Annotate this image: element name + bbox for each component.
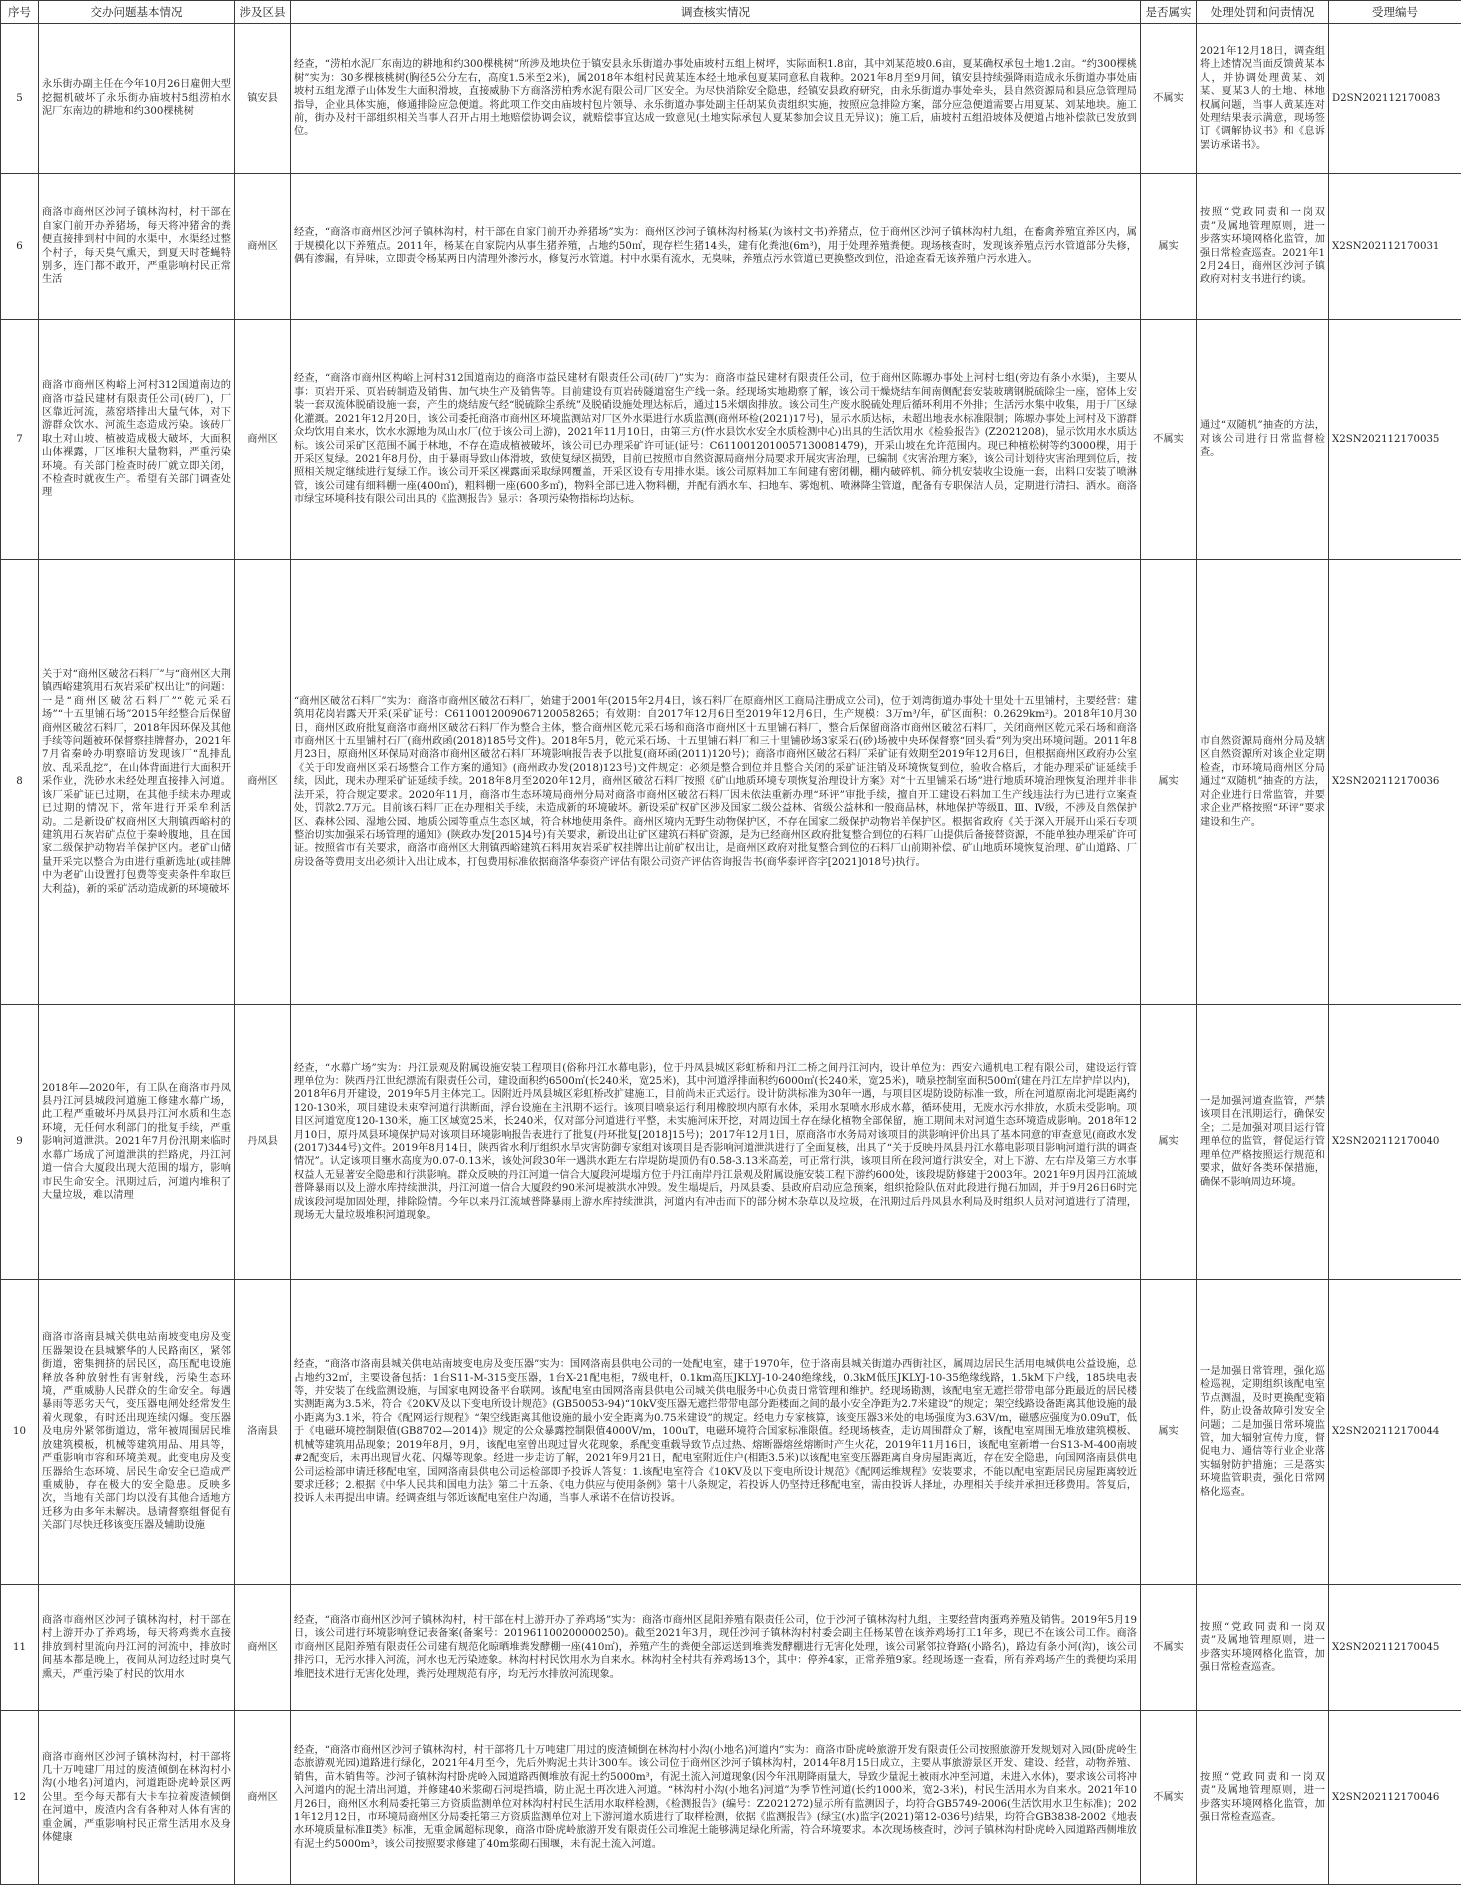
table-row [1,1585,1461,1711]
header-handling: 处理处罚和问责情况 [1197,1,1329,24]
table-row [1,1005,1461,1280]
row-true: 不属实 [1141,320,1197,560]
row-no: 9 [1,1005,39,1280]
row-code: X2SN202112170045 [1329,1585,1461,1711]
row-code: X2SN202112170040 [1329,1005,1461,1280]
row-code: X2SN202112170046 [1329,1711,1461,1885]
row-true: 属实 [1141,174,1197,320]
row-no: 8 [1,560,39,1005]
row-county: 商州区 [235,174,291,320]
row-issue: 关于对“商州区破岔石料厂”与“商州区大荆镇西峪建筑用石灰岩采矿权出让”的问题：一是“商州区破岔石料厂”“乾元采石场”“十五里铺石场”2015年经整合后保留商州区破岔石料厂，2018年因环保及其他手续等问题被环保督察挂牌督办，2021年7月省秦岭办明察暗访发现该厂“乱排乱放、乱采乱挖”，在山体背面进行大面积开采作业，洗砂水未经处理直接排入河道。该厂采矿证已过期，在其他手续未办理或已过期的情况下，常年进行开采牟利活动。二是新设矿权商州区大荆镇西峪村的建筑用石灰岩矿点位于秦岭腹地，且在国家二级保护动物岩羊保护区内。老矿山储量开采完以整合为由进行重新选址(或挂牌中为老矿山设置打包费等变卖条件牟取巨大利益)，新的采矿活动造成新的环境破坏 [39,560,235,1005]
header-issue: 交办问题基本情况 [39,1,235,24]
row-issue: 商洛市商州区沙河子镇林沟村，村干部将几十万吨建厂用过的废渣倾倒在林沟村小沟(小地名)河道内，河道距卧虎岭景区两公里。至今每天都有大卡车拉着废渣倾倒在河道中，废渣内含有各种对人体有害的重金属，严重影响村民正常生活用水及身体健康 [39,1711,235,1885]
row-issue: 商洛市商州区沙河子镇林沟村，村干部在自家门前开办养猪场，每天将冲猪舍的粪便直接排到村中间的水渠中，水渠经过整个村子，每天臭气熏天，到夏天时苍蝇特别多，连门都不敢开，严重影响村民正常生活 [39,174,235,320]
row-handling: 通过“双随机”抽查的方法，对该公司进行日常监督检查。 [1197,320,1329,560]
table-row [1,24,1461,174]
row-handling: 按照“党政同责和一岗双责”及属地管理原则，进一步落实环境网格化监管，加强日常检查巡查。 [1197,1711,1329,1885]
row-issue: 2018年—2020年，有工队在商洛市丹凤县丹江河县城段河道施工修建水幕广场，此工程严重破坏丹凤县丹江河水质和生态环境，无任何水利部门的批复手续，严重影响河道泄洪。2021年7月份汛期来临时水幕广场成了河道泄洪的拦路虎，丹江河道一信合大厦段出现大范围的塌方，影响市民生命安全。汛期过后，河道内堆积了大量垃圾，难以清理 [39,1005,235,1280]
header-no: 序号 [1,1,39,24]
table-row [1,320,1461,560]
row-handling: 一是加强日常管理，强化巡检巡视，定期组织该配电室节点测温，及时更换配变箱件，防止设备故障引发安全问题；二是加强日常环境监管，加大辐射宣传力度，督促电力、通信等行业企业落实辐射防护措施；三是落实环境监管职责，强化日常网格化巡查。 [1197,1280,1329,1585]
row-investigation: “商州区破岔石料厂”实为：商洛市商州区破岔石料厂，始建于2001年(2015年2月4日，该石料厂在原商州区工商局注册成立公司)，位于刘湾街道办事处十里处十五里铺村，主要经营：建筑用花岗岩露天开采(采矿证号：C6110012009067120058265；有效期：自2017年12月6日至2019年12月6日，生产规模：3万m³/年，矿区面积：0.2629km²)。2018年10月30日，商州区政府批复商洛市商州区破岔石料厂作为整合主体，整合商州区乾元采石场和商洛市商州区十五里铺石料厂，整合后保留商洛市商州区破岔石料厂，关闭商州区乾元采石场和商洛市商州区十五里铺村石厂(商州政函(2018)185号文件)。2018年5月，乾元采石场、十五里铺石料厂和三十里铺砂场3家采石(砂)场被中央环保督察“回头看”列为突出环境问题。2011年8月23日，原商州区环保局对商洛市商州区破岔石料厂环境影响报告表予以批复(商环函(2011)120号)；商洛市商州区破岔石料厂采矿证有效期至2019年12月6日，但根据商州区政府办公室《关于印发商州区采石场整合工作方案的通知》(商州政办发(2018)123号)文件规定：必须是整合到位并且整合关闭的采矿证注销及环境恢复到位，验收合格后，才能办理采矿证延续手续，因此，现未办理采矿证延续手续。2018年8月至2020年12月，商州区破岔石料厂按照《矿山地质环境专项恢复治理设计方案》对“十五里铺采石场”进行地质环境治理恢复治理并非非法开采，符合规定要求。2020年11月，商洛市生态环境局商州分局对商洛市商州区破岔石料厂因未依法重新办理“环评”审批手续，擅自开工建设石料加工生产线违法行为已进行立案查处，罚款2.7万元。目前该石料厂正在办理相关手续，未造成新的环境破坏。新设采矿权矿区涉及国家二级公益林、省级公益林和一般商品林，林地保护等级Ⅱ、Ⅲ、Ⅳ级，不涉及自然保护区、森林公园、湿地公园、地质公园等重点生态区域，符合林地使用条件。商州区境内无野生动物保护区，不存在国家二级保护动物岩羊保护区。根据省政府《关于深入开展开山采石专项整治切实加强采石场管理的通知》(陕政办发[2015]4号)有关要求，新设出让矿区建筑石料矿资源，是为已经商州区政府批复整合到位的石料厂山提供后备接替资源，不能单独办理采矿许可证。按照省市有关要求，商洛市商州区大荆镇西峪建筑石料用灰岩采矿权挂牌出让前矿权出让，是商州区政府对批复整合到位的石料厂山前期补偿、矿山地质环境恢复治理、矿山道路、厂房设备等费用支出必须计入出让成本，打包费用标准依据商洛华泰资产评估有限公司资产评估咨询报告书(商华泰评咨字[2021]018号)执行。 [291,560,1141,1005]
row-county: 商州区 [235,320,291,560]
row-issue: 商洛市商州区沙河子镇林沟村，村干部在村上游开办了养鸡场，每天将鸡粪水直接排放到村里流向丹江河的河流中，排放时间基本都是晚上，夜间从河边经过时臭气熏天，严重污染了村民的饮用水 [39,1585,235,1711]
row-true: 属实 [1141,1280,1197,1585]
header-true: 是否属实 [1141,1,1197,24]
row-investigation: 经查，“商洛市商州区沙河子镇林沟村，村干部在自家门前开办养猪场”实为：商州区沙河子镇林沟村杨某(为该村文书)养猪点，位于商州区沙河子镇林沟村九组，在畜禽养殖宜养区内，属于规模化以下养殖点。2011年，杨某在自家院内从事生猪养殖，占地约50㎡，现存栏生猪14头，建有化粪池(6m³)，用于处理养殖粪便。现场核查时，发现该养殖点污水管道部分失修，偶有渗漏，有异味，立即责令杨某两日内清理外渗污水，修复污水管道。村中水渠有流水，无臭味，养殖点污水管道已更换整改到位，沿途查看无该养殖户污水进入。 [291,174,1141,320]
row-county: 镇安县 [235,24,291,174]
row-code: X2SN202112170044 [1329,1280,1461,1585]
row-investigation: 经查，“涝柏水泥厂东南边的耕地和约300棵桃树”所涉及地块位于镇安县永乐街道办事处庙坡村五组上树坪，实际面积1.8亩，其中刘某范坡0.6亩，夏某确权承包土地1.2亩。“约300棵桃树”实为：30多棵核桃树(胸径5公分左右，高度1.5米至2米)，属2018年本组村民黄某连本经土地承包夏某同意私自栽种。2021年8月至9月间，镇安县持续强降雨造成永乐街道办事处庙坡村五组龙潭子山体发生大面积滑坡，直接威胁下方商洛涝柏秀水泥有限公司厂区安全。为尽快消除安全隐患，经镇安县政府研究，由永乐街道办事处牵头，县自然资源局和县应急管理局指导，企业具体实施，修通排险应急便道。将此项工作交由庙坡村包片领导、永乐街道办事处副主任胡某负责组织实施，按照应急排险方案，部分应急便道需要占用夏某、刘某地块。施工前，街办及村干部组织相关当事人召开占用土地赔偿协调会议，就赔偿事宜达成一致意见(土地实际承包人夏某参加会议且无异议)；施工后，庙坡村五组沿坡体及便道占地补偿款已发放到位。 [291,24,1141,174]
row-handling: 市自然资源局商州分局及辖区自然资源所对该企业定期检查，市环境局商州区分局通过“双随机”抽查的方法，对企业进行日常监管，并要求企业严格按照“环评”要求建设和生产。 [1197,560,1329,1005]
table-row [1,174,1461,320]
row-county: 洛南县 [235,1280,291,1585]
table-row [1,1711,1461,1885]
table-row [1,1280,1461,1585]
table-header-row [1,1,1461,24]
row-county: 商州区 [235,1585,291,1711]
row-investigation: 经查，“商洛市商州区沙河子镇林沟村，村干部将几十万吨建厂用过的废渣倾倒在林沟村小沟(小地名)河道内”实为：商洛市卧虎岭旅游开发有限责任公司按照旅游开发规划对入园(卧虎岭生态旅游观光园)道路进行绿化，2021年4月至今，先后外购泥土共计300车。该公司位于商州区沙河子镇林沟村，2014年8月15日成立，主要从事旅游景区开发、建设、经营，动物养殖、销售，苗木销售等。沙河子镇林沟村卧虎岭入园道路西侧堆放有泥土约5000m³，有泥土流入河道现象(因今年汛期降雨量大，导致少量泥土被雨水冲至河道，未进入水体)，要求该公司将冲入河道内的泥土清出河道，并修建40米浆砌石河堤挡墙，防止泥土再次进入河道。“林沟村小沟(小地名)河道”为季节性河道(长约1000米，宽2-3米)，村民生活用水为自来水。2021年10月26日，商州区水利局委托第三方资质监测单位对林沟村村民生活用水取样检测，《检测报告》(编号：Z2021272)显示所有监测因子，均符合GB5749-2006(生活饮用水卫生标准)；2021年12月12日，市环境局商州区分局委托第三方资质监测单位对上下游河道水质进行了取样检测，依据《监测报告》(绿宝(水)监字(2021)第12-036号)结果，均符合GB3838-2002《地表水环境质量标准Ⅱ类》标准，无重金属超标现象，商洛市卧虎岭旅游开发有限责任公司堆泥土能够满足绿化所需，符合环境要求。本次现场核查时，沙河子镇林沟村卧虎岭入园道路西侧堆放有泥土约5000m³，该公司按照要求修建了40m浆砌石围堰，未有泥土流入河道。 [291,1711,1141,1885]
row-no: 7 [1,320,39,560]
row-handling: 按照“党政同责和一岗双责”及属地管理原则，进一步落实环境网格化监管，加强日常检查巡查。2021年12月24日，商州区沙河子镇政府对村支书进行约谈。 [1197,174,1329,320]
row-no: 12 [1,1711,39,1885]
row-true: 不属实 [1141,1585,1197,1711]
row-issue: 商洛市商州区构峪上河村312国道南边的商洛市益民建材有限责任公司(砖厂)，厂区靠近河流，蒸窑塔排出大量气体，对下游群众饮水、河流生态造成污染。该砖厂取土对山坡、植被造成极大破坏，大面积山体裸露，厂区堆积大量物料，严重污染环境。有关部门检查时砖厂就立即关闭，不检查时就夜生产。希望有关部门调查处理 [39,320,235,560]
row-no: 11 [1,1585,39,1711]
row-handling: 一是加强河道查监管，严禁该项目在汛期运行，确保安全；二是加强对项目运行管理单位的监管，督促运行管理单位严格按照运行规范和要求，做好各类环保措施，确保不影响周边环境。 [1197,1005,1329,1280]
row-code: X2SN202112170031 [1329,174,1461,320]
row-true: 不属实 [1141,1711,1197,1885]
row-code: X2SN202112170035 [1329,320,1461,560]
row-investigation: 经查，“商洛市商州区构峪上河村312国道南边的商洛市益民建材有限责任公司(砖厂)”实为：商洛市益民建材有限责任公司，位于商州区陈塬办事处上河村七组(旁边有条小水渠)，主要从事：页岩开采、页岩砖制造及销售、加气块生产及销售等。目前建设有页岩砖隧道窑生产线一条。经现场实地勘察了解，该公司干燥烧结车间南侧配套安装玻璃钢脱硫除尘一座，窑体上安装一套双流体脱硝设施一套，产生的烧结废气经“脱硫除尘系统”及脱硝设施处理达标后，通过15米烟囱排放。该公司生产废水脱硫处理后循环利用不外排；生活污水集中收集，用于厂区绿化灌溉。2021年12月20日，该公司委托商洛市商州区环境监测站对厂区外水渠进行水质监测(商州环检(2021)17号)，显示水质达标，未超出地表水标准限制；陈塬办事处上河村及下游群众均饮用自来水，饮水水源地为凤山水厂(位于该公司上游)，2021年11月10日，由第三方(忤水县饮水安全水质检测中心)出具的生活饮用水《检验报告》(Z2021208)，显示饮用水水质达标。该公司采矿区范围不属于林地，不存在造成植被破坏，该公司已办理采矿许可证(证号：C6110012010057130081479)，开采山坡在允许范围内。现已种植松树等约3000棵，用于开采区复绿。2021年8月份，由于暴雨导致山体滑坡，致使复绿区损毁，目前已按照市自然资源局商州分局要求开展灾害治理，已编制《灾害治理方案》，该公司计划待灾害治理到位后，按照相关规定继续进行复绿工作。该公司开采区裸露面采取绿网覆盖，开采区设有专用排水渠。该公司原料加工车间建有密闭棚，棚内破碎机、筛分机安装收尘设施一套，出料口安装了喷淋管，该公司建有细料棚一座(400㎡)，粗料棚一座(600多㎡)，物料全部已进入物料棚，并配有洒水车、扫地车、雾炮机、喷淋降尘管道，配备有专职保洁人员，定期进行清扫、洒水。商洛市绿宝环境科技有限公司出具的《监测报告》显示：各项污染物指标均达标。 [291,320,1141,560]
row-true: 属实 [1141,1005,1197,1280]
header-county: 涉及区县 [235,1,291,24]
row-no: 10 [1,1280,39,1585]
row-county: 丹凤县 [235,1005,291,1280]
row-investigation: 经查，“商洛市商州区沙河子镇林沟村，村干部在村上游开办了养鸡场”实为：商洛市商州区昆阳养殖有限责任公司，位于沙河子镇林沟村九组，主要经营肉蛋鸡养殖及销售。2019年5月19日，该公司进行环境影响登记表备案(备案号：201961100200000250)。截至2021年3月，现任沙河子镇林沟村村委会副主任杨某曾在该养鸡场打工1年多，现已不在该公司工作。商洛市商州区昆阳养殖有限责任公司建有规范化晾晒堆粪发酵棚一座(410㎡)，养殖产生的粪便全部运送到堆粪发酵棚进行无害化处理，该公司紧邻拉脊路(小路名)，路边有条小河(沟)，该公司排污口，无污水排入河流，河水也无污染迹象。林沟村村民饮用水为自来水。林沟村全村共有养鸡场13个，其中：停养4家，正常养殖9家。经现场逐一查看，所有养鸡场产生的粪便均采用堆肥技术进行无害化处理，粪污处理规范有序，均无污水排放河流现象。 [291,1585,1141,1711]
row-handling: 按照“党政同责和一岗双责”及属地管理原则，进一步落实环境网格化监管，加强日常检查巡查。 [1197,1585,1329,1711]
header-investigation: 调查核实情况 [291,1,1141,24]
row-code: X2SN202112170036 [1329,560,1461,1005]
row-issue: 商洛市洛南县城关供电站南坡变电房及变压器架设在县城繁华的人民路南区，紧邻街道，密集拥挤的居民区，高压配电设施释放各种放射性有害射线，污染生态环境，严重威胁人民群众的生命安全。每遇暴雨等恶劣天气，变压器电闸处经常发生着火现象，有时还出现连续闪爆。变压器及电房外紧邻街道边，常年被周围居民堆放建筑模板，机械等建筑用品、用具等，严重影响市容和环境美观。此变电房及变压器给生态环境、居民生命安全已造成严重威胁，存在极大的安全隐患。反映多次，当地有关部门均以没有其他合适地方迁移为由多年未解决。恳请督察组督促有关部门尽快迁移该变压器及辅助设施 [39,1280,235,1585]
row-handling: 2021年12月18日，调查组将上述情况当面反馈黄某本人，并协调处理黄某、刘某、夏某3人的土地、林地权属问题，当事人黄某连对处理结果表示满意，现场签订《调解协议书》和《息诉罢访承诺书》。 [1197,24,1329,174]
row-issue: 永乐街办副主任在今年10月26日雇佣大型挖掘机破坏了永乐街办庙坡村5组涝柏水泥厂东南边的耕地和约300棵桃树 [39,24,235,174]
row-code: D2SN202112170083 [1329,24,1461,174]
row-investigation: 经查，“水幕广场”实为：丹江景观及附属设施安装工程项目(俗称丹江水幕电影)，位于丹凤县城区彩虹桥和丹江二桥之间丹江河内，设计单位为：西安六通机电工程有限公司，建设运行管理单位为：陕西丹江世纪漂流有限责任公司，建设面积约6500㎡(长240米，宽25米)，其中河道浮排面积约6000㎡(长240米，宽25米)，喷泉控制室面积500㎡(建在丹江左岸护岸以内)，2018年6月开建设，2019年5月主体完工。因附近丹凤县城区彩虹桥改扩建施工，目前尚未正式运行。设计防洪标准为30年一遇，与项目区堤防设防标准一致，所在河道原南北河堤距离约120-130米，项目建设未束窄河道行洪断面，浮台设施在主汛期不运行。该项目喷泉运行利用橡胶坝内原有水体，采用水泵喷水形成水幕，循环使用，无废水污水排放，水质未受影响。项目区河道宽度120-130米，施工区域宽25米，长240米，仅对部分河道进行平整，未实施河床开挖，对周边国土存在绿化植物全部保留，施工期间未对河道生态环境造成影响。2018年12月10日，原丹凤县环境保护局对该项目环境影响报告表进行了批复(丹环批复[2018]15号)；2017年12月1日，原商洛市水务局对该项目的洪影响评价出具了基本同意的审查意见(商政水发(2017)344号)文件。2019年8月14日，陕西省水利厅组织水旱灾害防御专家组对该项目是否影响河道泄洪进行了全面复核，出具了“关于反映丹凤县丹江水幕电影项目影响河道行洪的调查情况”。认定该项目壅水高度为0.07-0.13米，该处河段30年一遇洪水距左右岸堤防堤顶仍有0.58-3.13米高差，可正常行洪，该项目所在段河道行洪安全，对上下游、左右岸及第三方水事权益人无显著安全隐患和行洪影响。群众反映的丹江河道一信合大厦段河堤塌方位于丹江南岸丹江景观及附属设施安装工程下游约600处，该段堤防修建于2003年。2021年9月因丹江流域普降暴雨以及上游水库持续泄洪，丹江河道一信合大厦段约90米河堤被洪水冲毁。发生塌堤后，丹凤县委、县政府启动应急预案，组织抢险队伍对此段进行抛石加固，并于9月26日6时完成该段河堤加固处理，排除险情。今年以来丹江流域普降暴雨上游水库持续泄洪，河道内有冲击而下的部分树木杂草以及垃圾，在汛期过后丹凤县水利局及时组织人员对河道进行了清理，现场无大量垃圾堆积河道现象。 [291,1005,1141,1280]
row-no: 5 [1,24,39,174]
row-investigation: 经查，“商洛市洛南县城关供电站南坡变电房及变压器”实为：国网洛南县供电公司的一处配电室，建于1970年，位于洛南县城关街道办西街社区，属周边居民生活用电城供电公益设施，总占地约32㎡，主要设备包括：1台S11-M-315变压器，1台X-21配电柜，7级电杆，0.1km高压JKLYJ-10-240绝缘线，0.3kM低压JKLYJ-10-35绝缘线路，1.5kM下户线，185块电表等，并安装了在线监测设施，与国家电网设备平台联网。该配电室由国网洛南县供电公司城关供电服务中心负责日常管理和维护。经现场勘测，该配电室无遮拦带带电部分距最近的居民楼实测距离为3.5米，符合《20KV及以下变电所设计规范》(GB50053-94)“10kV变压器无遮拦带带电部分距楼面之间的最小安全净距为2.7米建设”的规定；架空线路设备距离其他设施的最小距离为3.1米，符合《配网运行规程》“架空线距离其他设施的最小安全距离为0.75米建设”的规定。经电力专家核算，该变压器3米处的电场强度为3.63V/m，磁感应强度为0.09uT，低于《电磁环境控制限值(GB8702—2014)》规定的公众暴露控制限值4000V/m，100uT，电磁环境符合国家标准限值。经现场核查，走访周围群众了解，该配电室周围无堆放建筑模板、机械等建筑用品现象；2019年8月，9月，该配电室曾出现过冒火花现象，系配变重载导致节点过热、熔断器熔丝熔断时产生火花，2019年11月16日，该配电室新增一台S13-M-400南坡#2配变后，未再出现冒火花、闪爆等现象。经进一步走访了解，2021年9月21日，配电室附近住户(相距3.5米)以该配电室变压器距离自身房屋距离近，存在安全隐患，向国网洛南县供电公司运检部申请迁移配电室，国网洛南县供电公司运检部即予投诉人答复：1.该配电室符合《10KV及以下变电所设计规范》《配网运维规程》安装要求，不能以配电室距居民房屋距离较近要求迁移；2.根据《中华人民共和国电力法》第二十五条、《电力供应与使用条例》第十八条规定，若投诉人仍坚持迁移配电室，需由投诉人择址，办理相关手续并承担迁移费用。答复后，投诉人未再提出申请。经调查组与邻近该配电室住户沟通，当事人承诺不在信访投诉。 [291,1280,1141,1585]
row-no: 6 [1,174,39,320]
row-true: 属实 [1141,560,1197,1005]
row-county: 商州区 [235,560,291,1005]
table-row [1,560,1461,1005]
row-county: 商州区 [235,1711,291,1885]
row-true: 不属实 [1141,24,1197,174]
header-code: 受理编号 [1329,1,1461,24]
